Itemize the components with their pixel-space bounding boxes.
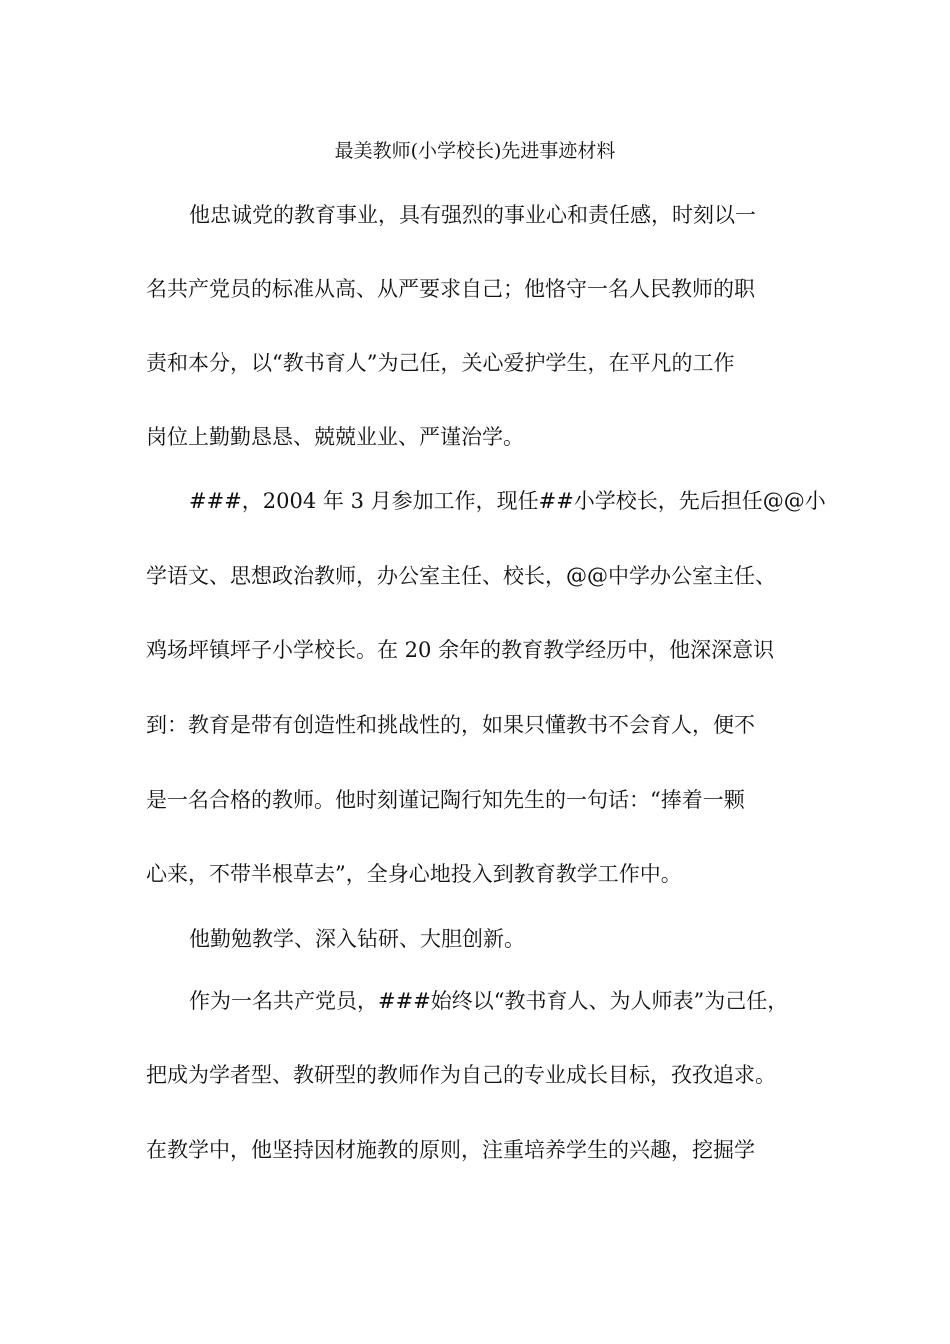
paragraph-1-line-1: 他忠诚党的教育事业，具有强烈的事业心和责任感，时刻以一 <box>189 203 756 227</box>
paragraph-1-line-3: 责和本分，以“教书育人”为己任，关心爱护学生，在平凡的工作 <box>146 351 735 375</box>
paragraph-2-line-4: 到：教育是带有创造性和挑战性的，如果只懂教书不会育人，便不 <box>146 713 755 737</box>
paragraph-2-line-3: 鸡场坪镇坪子小学校长。在 20 余年的教育教学经历中，他深深意识 <box>146 638 775 662</box>
paragraph-1-line-2: 名共产党员的标准从高、从严要求自己；他恪守一名人民教师的职 <box>146 277 755 301</box>
paragraph-2-line-5: 是一名合格的教师。他时刻谨记陶行知先生的一句话：“捧着一颗 <box>146 788 745 812</box>
paragraph-4-line-2: 把成为学者型、教研型的教师作为自己的专业成长目标，孜孜追求。 <box>146 1063 776 1087</box>
paragraph-2-line-2: 学语文、思想政治教师，办公室主任、校长，@@中学办公室主任、 <box>146 564 776 588</box>
paragraph-1-line-4: 岗位上勤勤恳恳、兢兢业业、严谨治学。 <box>146 425 524 449</box>
document-title: 最美教师(小学校长)先进事迹材料 <box>334 140 616 162</box>
paragraph-2-line-1: ###，2004 年 3 月参加工作，现任##小学校长，先后担任@@小 <box>189 489 826 513</box>
paragraph-4-line-1: 作为一名共产党员，###始终以“教书育人、为人师表”为己任， <box>189 989 789 1013</box>
paragraph-2-line-6: 心来，不带半根草去”，全身心地投入到教育教学工作中。 <box>146 862 682 886</box>
paragraph-3-line-1: 他勤勉教学、深入钻研、大胆创新。 <box>189 927 525 951</box>
paragraph-4-line-3: 在教学中，他坚持因材施教的原则，注重培养学生的兴趣，挖掘学 <box>146 1138 755 1162</box>
